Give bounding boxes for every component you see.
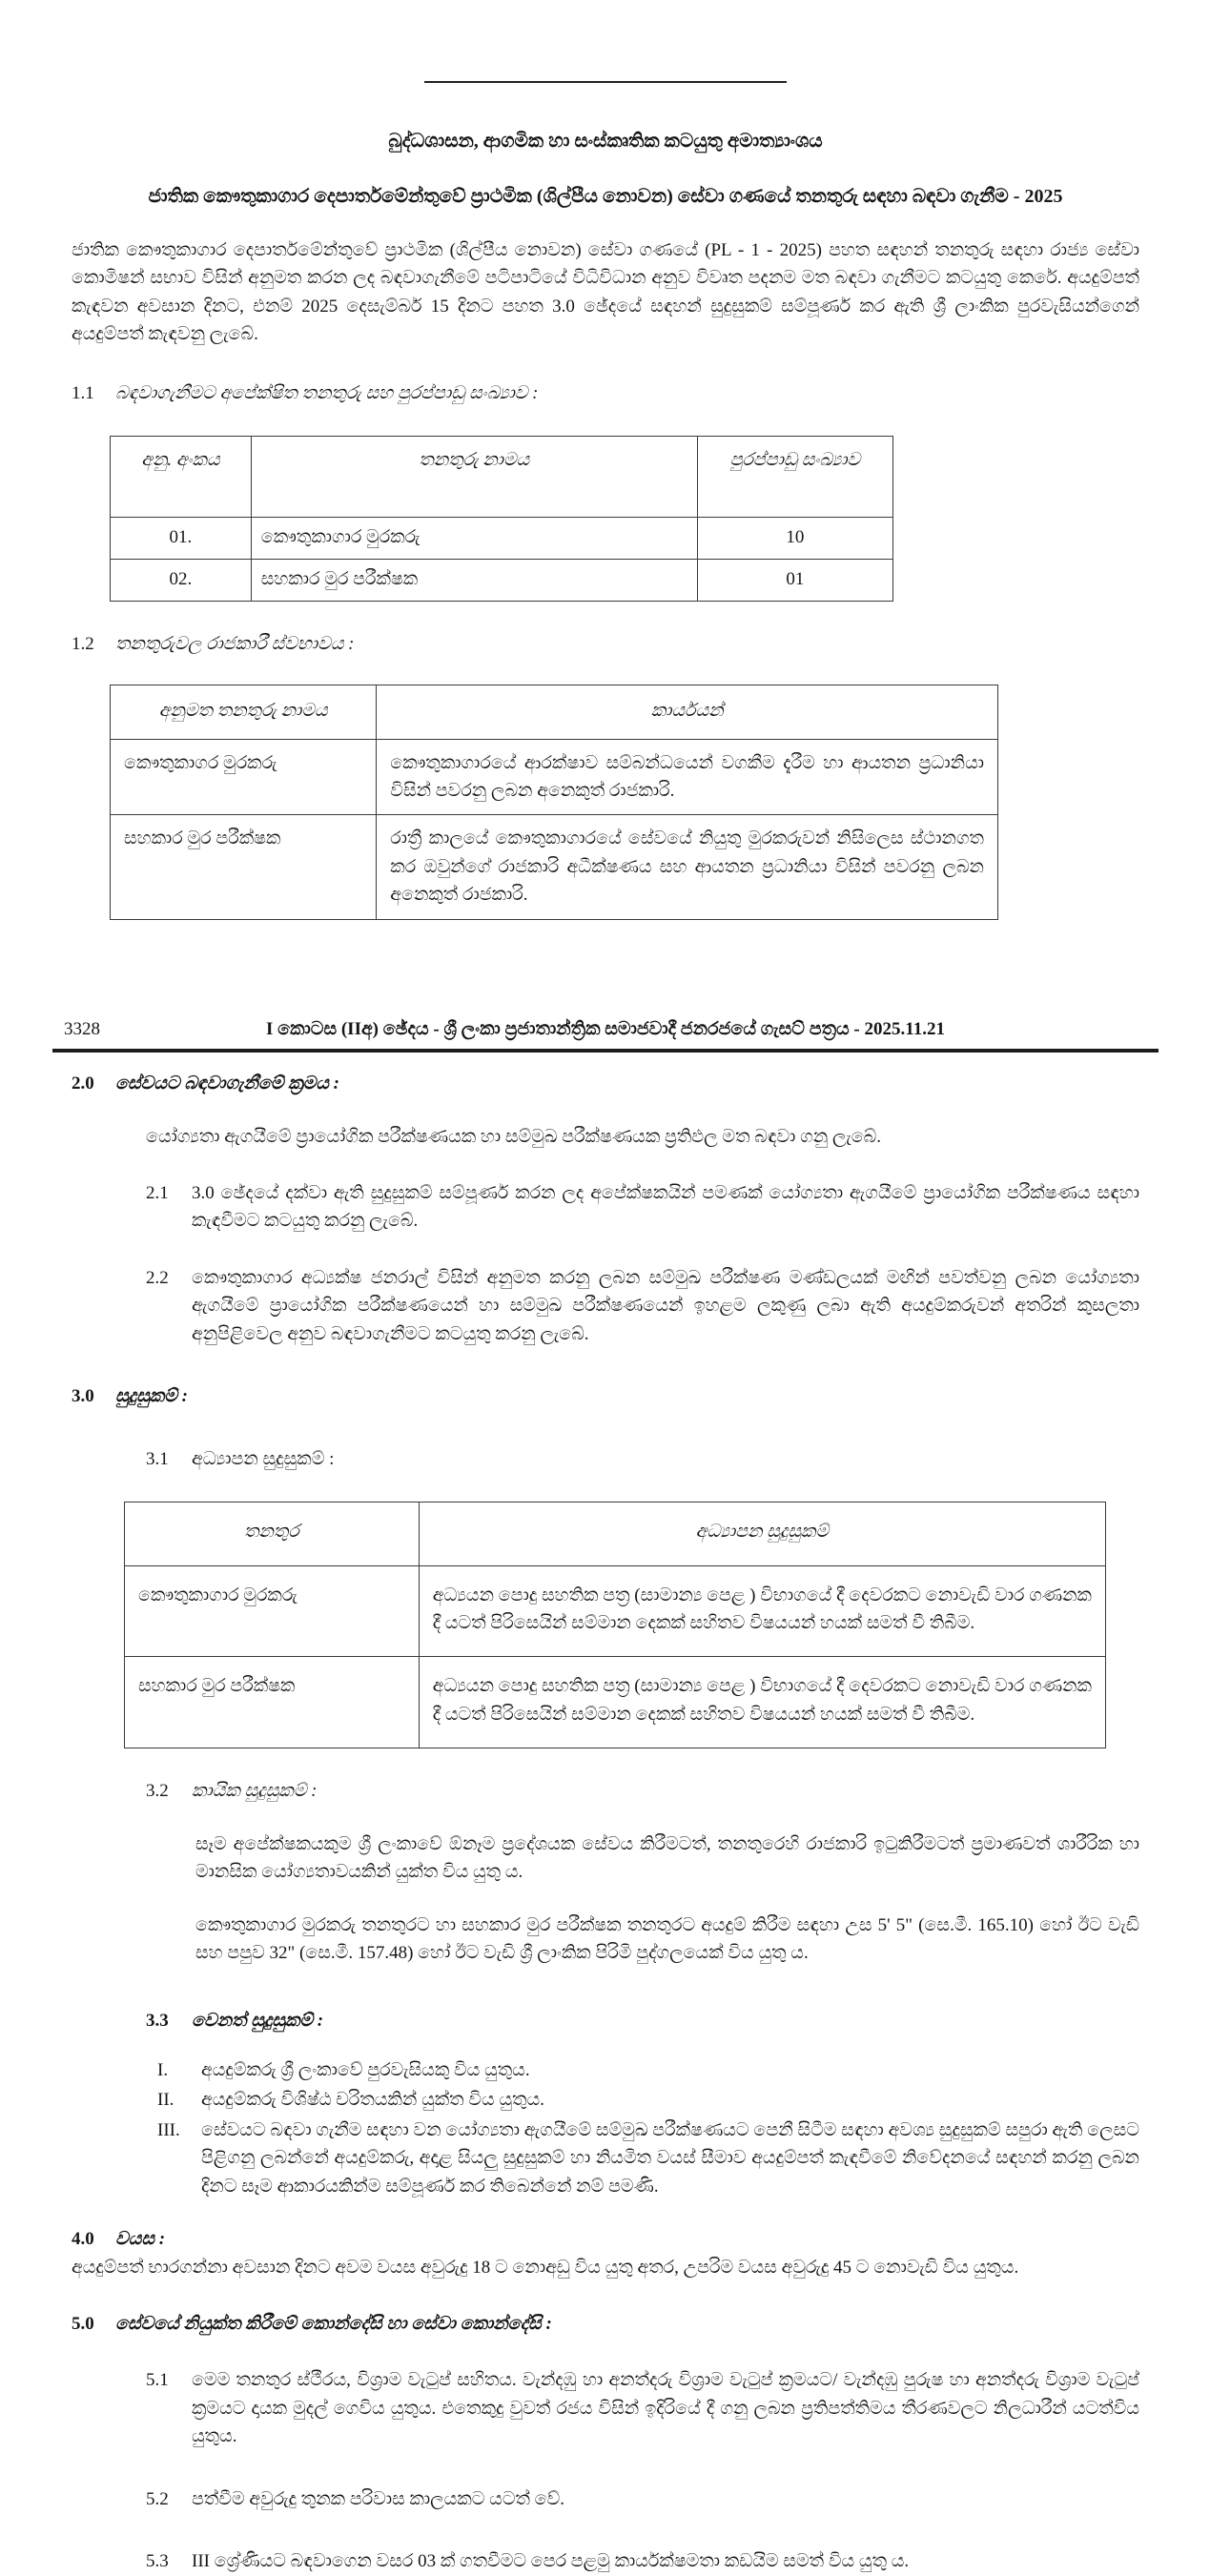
gazette-page <box>0 81 1210 2572</box>
list-item-number: III. <box>157 2119 180 2140</box>
duties-col-duties: කාර්යයන් <box>377 685 998 739</box>
clause-5-1 <box>146 2366 1139 2450</box>
education-col-post: තනතුර <box>125 1503 420 1565</box>
physical-fitness-paragraph: සෑම අපේක්ෂකයකුම ශ්‍රී ලංකාවේ ඕනෑම ප්‍රදේශයක සේවය කිරීමටත්, තනතුරෙහි රාජකාරි ඉටුකිරීමටත් ප්‍රමාණවත් ශාරීරික හා මානසික යෝග්‍යතාවයකින් යුක්ත විය යුතු ය. <box>195 1833 1139 1883</box>
table-row <box>111 517 893 559</box>
other-qualifications-list <box>157 2056 1139 2200</box>
clause-number: 2.1 <box>146 1183 169 1203</box>
clause-2-1 <box>146 1179 1139 1236</box>
cell-duties: කෞතුකාගාරයේ ආරක්ෂාව සම්බන්ධයෙන් වගකීම දැරීම හා ආයතන ප්‍රධානියා විසින් පවරනු ලබන අනෙකුත් රාජකාරි. <box>377 739 998 815</box>
table-header-row <box>125 1503 1106 1565</box>
age-paragraph: අයදුම්පත් භාරගන්නා අවසාන දිනට අවම වයස අවුරුදු 18 ට නොඅඩු විය යුතු අතර, උපරිම වයස අවුරුදු 45 ට නොවැඩි විය යුතුය. <box>72 2257 1019 2278</box>
duties-table <box>110 685 998 920</box>
page-number: 3328 <box>64 1018 100 1039</box>
table-row <box>111 815 998 919</box>
vacancies-table <box>110 436 893 601</box>
clause-number: 3.1 <box>146 1448 169 1469</box>
clause-5-3 <box>146 2547 1139 2575</box>
list-item <box>157 2056 1139 2084</box>
vacancies-col-serial: අනු. අංකය <box>111 437 252 517</box>
ministry-title: බුද්ධශාසන, ආගමික හා සංස්කෘතික කටයුතු අමාත්‍යාංශය <box>388 131 823 152</box>
table-header-row <box>111 437 893 517</box>
clause-number: 3.2 <box>146 1781 169 1802</box>
section-number: 5.0 <box>72 2313 94 2334</box>
cell-post: කෞතුකාගාර මුරකරු <box>251 517 697 559</box>
section-number: 2.0 <box>72 1073 94 1094</box>
clause-text: 3.0 ඡේදයේ දක්වා ඇති සුදුසුකම් සම්පූර්ණ කරන ලද අපේක්ෂකයින් පමණක් යෝග්‍යතා ඇගයීමේ ප්‍රායෝගික පරීක්ෂණය සඳහා කැඳවීමට කටයුතු කරනු ලැබේ. <box>192 1183 1139 1232</box>
section-4-heading <box>72 2225 1139 2253</box>
section-heading-text: වයස : <box>115 2229 166 2250</box>
clause-number: 2.2 <box>146 1267 169 1288</box>
section-5-heading <box>72 2310 1139 2338</box>
clause-3-3-heading <box>146 2007 1139 2034</box>
list-item-number: I. <box>157 2059 169 2080</box>
duties-col-post: අනුමත තනතුරු නාමය <box>111 685 377 739</box>
clause-number: 5.2 <box>146 2488 169 2509</box>
table-row <box>125 1565 1106 1657</box>
list-item <box>157 2086 1139 2114</box>
clause-heading-text: කායික සුදුසුකම් : <box>192 1781 318 1802</box>
intro-paragraph: ජාතික කෞතුකාගාර දෙපාර්තමේන්තුවේ ප්‍රාථමික (ශිල්පීය නොවන) සේවා ගණයේ (PL - 1 - 2025) පහත සඳහන් තනතුරු සඳහා රාජ්‍ය සේවා කොමිෂන් සභාව විසින් අනුමත කරන ලද බඳවාගැනීමේ පටිපාටියේ විධිවිධාන අනුව විවෘත පදනම මත බඳවා ගැනීමට කටයුතු කෙරේ. අයදුම්පත් කැඳවන අවසාන දිනට, එනම් 2025 දෙසැම්බර් 15 දිනට පහත 3.0 ඡේදයේ සඳහන් සුදුසුකම් සම්පූර්ණ කර ඇති ශ්‍රී ලාංකික පුරවැසියන්ගෙන් අයදුම්පත් කැඳවනු ලැබේ. <box>72 240 1139 345</box>
list-item <box>157 2116 1139 2200</box>
clause-5-2 <box>146 2485 1139 2513</box>
table-row <box>111 559 893 601</box>
cell-post: සහකාර මුර පරීක්ෂක <box>251 559 697 601</box>
cell-post: කෞතුකාගාර මුරකරු <box>125 1565 420 1657</box>
section-number: 1.2 <box>72 633 94 654</box>
clause-2-2 <box>146 1264 1139 1348</box>
cell-duties: රාත්‍රී කාලයේ කෞතුකාගාරයේ සේවයේ නියුතු මුරකරුවන් නිසිලෙස ස්ථානගත කර ඔවුන්ගේ රාජකාරි අධීක්ෂණය සහ ආයතන ප්‍රධානියා විසින් පවරනු ලබන අනෙකුත් රාජකාරි. <box>377 815 998 919</box>
cell-count: 10 <box>697 517 892 559</box>
cell-post: සහකාර මුර පරීක්ෂක <box>125 1657 420 1748</box>
clause-number: 5.3 <box>146 2551 169 2572</box>
list-item-number: II. <box>157 2090 174 2111</box>
cell-post: කෞතුකාගර මුරකරු <box>111 739 377 815</box>
table-row <box>111 739 998 815</box>
top-divider-rule <box>424 81 787 83</box>
gazette-running-header <box>52 1015 1159 1043</box>
section-number: 3.0 <box>72 1386 94 1407</box>
cell-post: සහකාර මුර පරීක්ෂක <box>111 815 377 919</box>
list-item-text: අයදුම්කරු විශිෂ්ඨ චරිතයකින් යුක්ත විය යුතුය. <box>201 2090 544 2111</box>
clause-3-2-heading <box>146 1777 1139 1805</box>
section-heading-text: තනතුරුවල රාජකාරී ස්වභාවය : <box>115 633 355 654</box>
clause-number: 5.1 <box>146 2370 169 2391</box>
cell-serial: 02. <box>111 559 252 601</box>
gazette-title: I කොටස (IIඅ) ඡේදය - ශ්‍රී ලංකා ප්‍රජාතාන්ත්‍රික සමාජවාදී ජනරජයේ ගැසට් පත්‍රය - 2025.11.21 <box>266 1018 945 1039</box>
vacancies-col-count: පුරප්පාඩු සංඛ්‍යාව <box>697 437 892 517</box>
clause-3-1-heading <box>146 1445 1139 1473</box>
section-1-2-heading <box>72 630 1139 658</box>
notice-title: ජාතික කෞතුකාගාර දෙපාර්තමේන්තුවේ ප්‍රාථමික (ශිල්පීය නොවන) සේවා ගණයේ තනතුරු සඳහා බඳවා ගැනීම - 2025 <box>148 186 1063 207</box>
section-1-1-heading <box>72 379 1139 407</box>
education-table <box>124 1502 1106 1748</box>
section-heading-text: සුදුසුකම් : <box>115 1386 188 1407</box>
section-number: 4.0 <box>72 2229 94 2250</box>
list-item-text: අයදුම්කරු ශ්‍රී ලංකාවේ පුරවැසියකු විය යුතුය. <box>201 2059 530 2080</box>
vacancies-col-post: තනතුරු නාමය <box>251 437 697 517</box>
section-heading-text: බඳවාගැනීමට අපේක්ෂිත තනතුරු සහ පුරප්පාඩු සංඛ්‍යාව : <box>115 382 539 403</box>
cell-qualifications: අධ්‍යයන පොදු සහතික පත්‍ර (සාමාන්‍ය පෙළ ) විභාගයේ දී දෙවරකට නොවැඩි වාර ගණනක දී යටත් පිරිසෙයින් සම්මාන දෙකක් සහිතව විෂයයන් හයක් සමත් වී තිබීම. <box>419 1565 1105 1657</box>
section-heading-text: සේවයේ නියුක්ත කිරීමේ කොන්දේසි හා සේවා කොන්දේසි : <box>115 2313 552 2334</box>
table-row <box>125 1657 1106 1748</box>
section-2-intro: යෝග්‍යතා ඇගයීමේ ප්‍රායෝගික පරීක්ෂණයක හා සම්මුඛ පරීක්ෂණයක ප්‍රතිඵල මත බඳවා ගනු ලැබේ. <box>146 1126 882 1147</box>
gazette-double-rule <box>52 1049 1159 1053</box>
clause-heading-text: වෙනත් සුදුසුකම් : <box>192 2011 324 2032</box>
section-heading-text: සේවයට බඳවාගැනීමේ ක්‍රමය : <box>115 1073 340 1094</box>
clause-number: 3.3 <box>146 2011 169 2032</box>
cell-serial: 01. <box>111 517 252 559</box>
clause-text: කෞතුකාගාර අධ්‍යක්ෂ ජනරාල් විසින් අනුමත කරනු ලබන සම්මුඛ පරීක්ෂණ මණ්ඩලයක් මඟින් පවත්වනු ලබන යෝග්‍යතා ඇගයීමේ ප්‍රායෝගික පරීක්ෂණයෙන් හා සම්මුඛ පරීක්ෂණයෙන් ඉහළම ලකුණු ලබා ඇති අයදුම්කරුවන් අතරින් කුසලතා අනුපිළිවෙල අනුව බඳවාගැනීමට කටයුතු කරනු ලැබේ. <box>192 1267 1139 1344</box>
clause-text: මෙම තනතුර ස්ථීරය, විශ්‍රාම වැටුප් සහිතය. වැන්දඹු හා අනත්දරු විශ්‍රාම වැටුප් ක්‍රමයට/ වැන්දඹු පුරුෂ හා අනත්දරු විශ්‍රාම වැටුප් ක්‍රමයට දායක මුදල් ගෙවිය යුතුය. එතෙකුදු වුවත් රජය විසින් ඉදිරියේ දී ගනු ලබන ප්‍රතිපත්තිමය තීරණවලට නිලධාරීන් යටත්විය යුතුය. <box>192 2370 1139 2447</box>
clause-heading-text: අධ්‍යාපන සුදුසුකම් : <box>192 1448 335 1469</box>
height-chest-paragraph: කෞතුකාගාර මුරකරු තනතුරට හා සහකාර මුර පරීක්ෂක තනතුරට අයදුම් කිරීම සඳහා උස 5' 5" (සෙ.මී. 165.10) හෝ ඊට වැඩි සහ පපුව 32" (සෙ.මී. 157.48) හෝ ඊට වැඩි ශ්‍රී ලාංකික පිරිමි පුද්ගලයෙක් විය යුතු ය. <box>195 1914 1139 1963</box>
section-3-heading <box>72 1382 1139 1410</box>
section-2-heading <box>72 1070 1139 1097</box>
clause-text: III ශ්‍රේණියට බඳවාගෙන වසර 03 ක් ගතවීමට පෙර පළමු කාර්යක්ෂමතා කඩයිම සමත් විය යුතු ය. <box>192 2551 910 2572</box>
cell-qualifications: අධ්‍යයන පොදු සහතික පත්‍ර (සාමාන්‍ය පෙළ ) විභාගයේ දී දෙවරකට නොවැඩි වාර ගණනක දී යටත් පිරිසෙයින් සම්මාන දෙකක් සහිතව විෂයයන් හයක් සමත් වී තිබීම. <box>419 1657 1105 1748</box>
list-item-text: සේවයට බඳවා ගැනීම සඳහා වන යෝග්‍යතා ඇගයීමේ සම්මුඛ පරීක්ෂණයට පෙනී සිටීම සඳහා අවශ්‍ය සුදුසුකම් සපුරා ඇති ලෙසට පිළිගනු ලබන්නේ අයදුම්කරු, අදාළ සියලු සුදුසුකම් හා නියමිත වයස් සීමාව අයදුම්පත් කැඳවීමේ නිවේදනයේ සඳහන් කරනු ලබන දිනට සෑම ආකාරයකින්ම සම්පූර්ණ කර තිබෙන්නේ නම් පමණි. <box>201 2119 1139 2197</box>
cell-count: 01 <box>697 559 892 601</box>
table-header-row <box>111 685 998 739</box>
clause-text: පත්වීම අවුරුදු තුනක පරිවාස කාලයකට යටත් වේ. <box>192 2488 565 2509</box>
section-number: 1.1 <box>72 382 94 403</box>
education-col-qualifications: අධ්‍යාපන සුදුසුකම් <box>419 1503 1105 1565</box>
